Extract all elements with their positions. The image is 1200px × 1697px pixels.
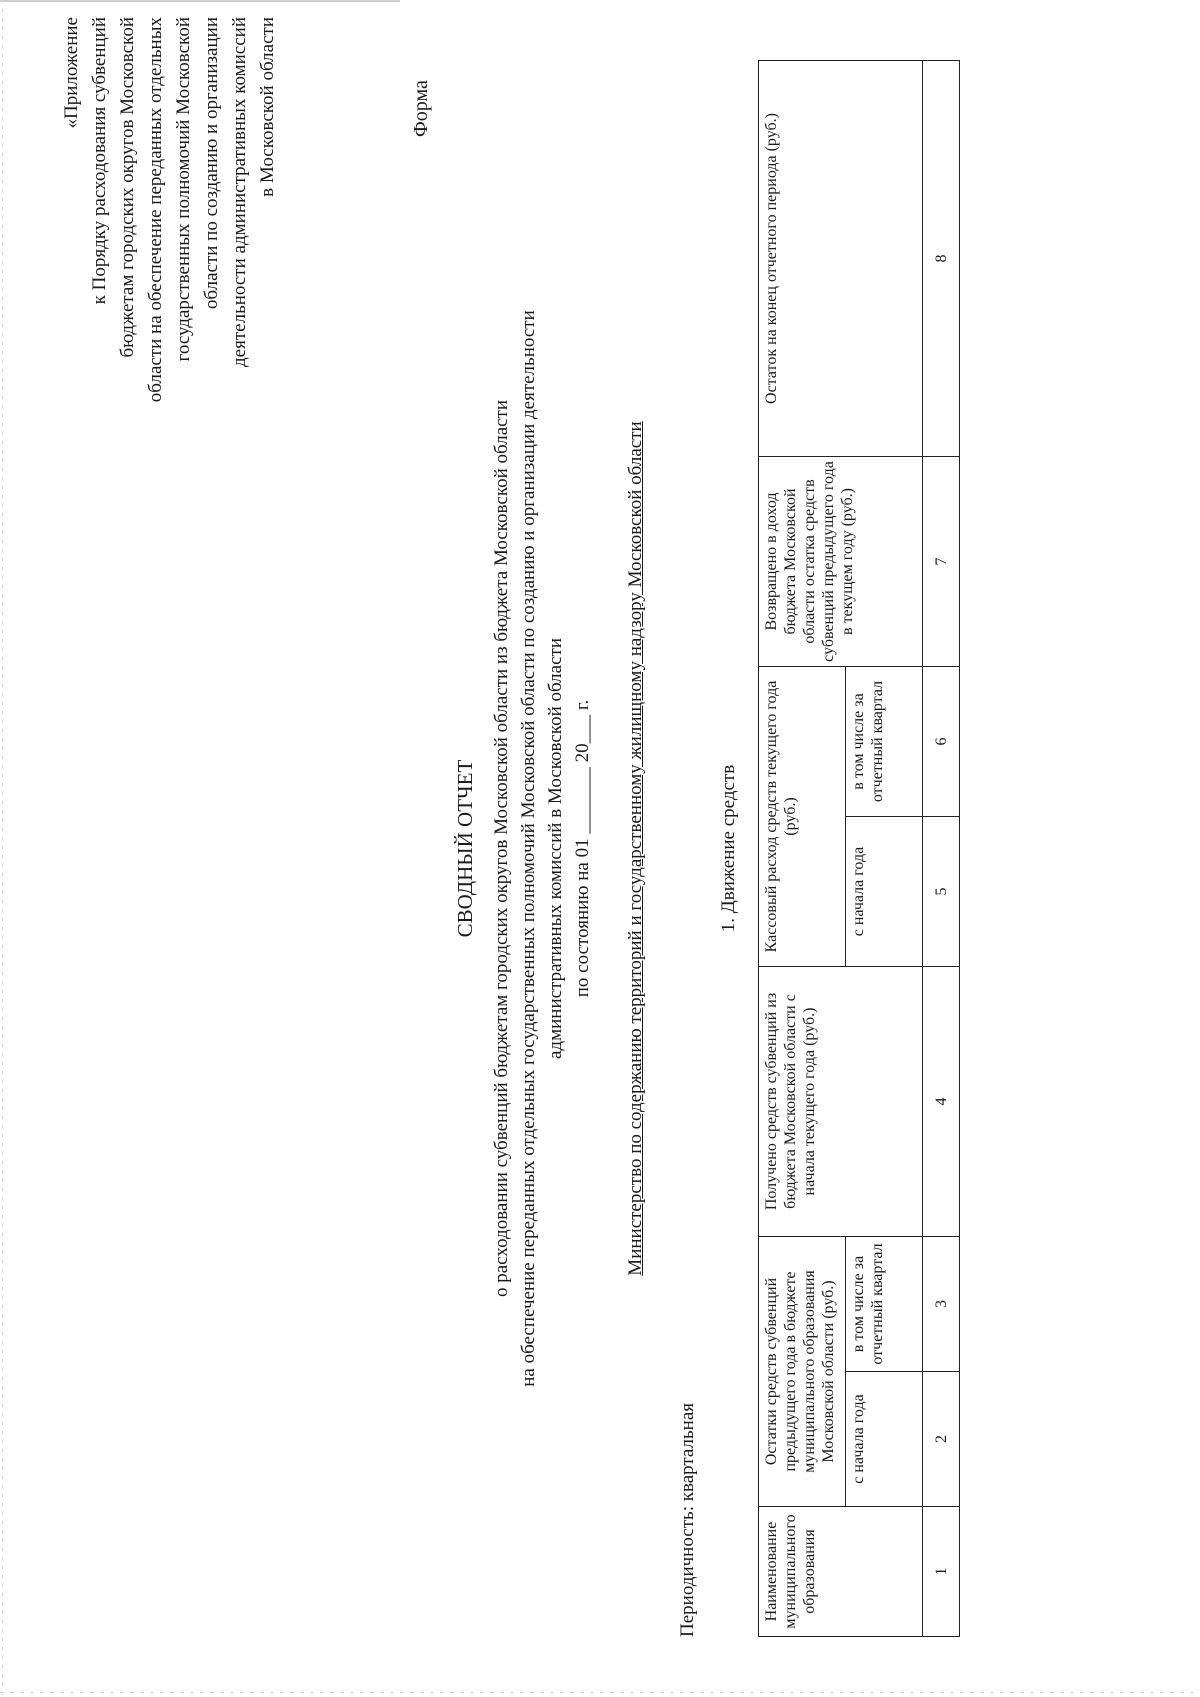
header-received: Получено средств субвенций из бюджета Московской области с начала текущего года (руб.) bbox=[759, 967, 923, 1237]
header-cash-expense: Кассовый расход средств текущего года (руб.) bbox=[759, 667, 846, 967]
appendix-line: «Приложение bbox=[61, 17, 82, 129]
report-subtitle bbox=[488, 40, 596, 1657]
subheader-incl-quarter: в том числе за отчетный квартал bbox=[846, 667, 923, 817]
appendix-line: бюджетам городских округов Московской bbox=[117, 17, 138, 358]
appendix-line: в Московской области bbox=[257, 17, 278, 197]
report-title: СВОДНЫЙ ОТЧЕТ bbox=[453, 759, 477, 938]
appendix-block bbox=[58, 17, 282, 537]
subtitle-line: административных комиссий в Московской области bbox=[545, 638, 566, 1060]
header-returned: Возвращено в доход бюджета Московской области остатка средств субвенций предыдущего года в текущем году (руб.) bbox=[759, 457, 923, 667]
section-heading: 1. Движение средств bbox=[718, 764, 739, 933]
column-number: 6 bbox=[923, 667, 960, 817]
subheader-incl-quarter: в том числе за отчетный квартал bbox=[846, 1237, 923, 1372]
subheader-from-year-start: с начала года bbox=[846, 1372, 923, 1507]
column-number: 1 bbox=[923, 1507, 960, 1637]
appendix-line: к Порядку расходования субвенций bbox=[89, 17, 110, 305]
appendix-line: деятельности административных комиссий bbox=[229, 17, 250, 367]
appendix-line: области на обеспечение переданных отдельных bbox=[145, 17, 166, 403]
appendix-line: государственных полномочий Московской bbox=[173, 17, 194, 362]
periodicity: Периодичность: квартальная bbox=[677, 1403, 698, 1637]
form-label: Форма bbox=[410, 80, 432, 137]
appendix-line: области по созданию и организации bbox=[201, 17, 222, 310]
subheader-from-year-start: с начала года bbox=[846, 817, 923, 967]
header-balances: Остатки средств субвенций предыдущего года в бюджете муниципального образования Московской области (руб.) bbox=[759, 1237, 846, 1507]
column-number: 2 bbox=[923, 1372, 960, 1507]
table-header-row bbox=[759, 61, 846, 1637]
column-number: 7 bbox=[923, 457, 960, 667]
funds-movement-table bbox=[758, 60, 960, 1637]
column-number: 5 bbox=[923, 817, 960, 967]
header-municipality: Наименование муниципального образования bbox=[759, 1507, 923, 1637]
column-number: 8 bbox=[923, 61, 960, 457]
subtitle-line: на обеспечение переданных отдельных государственных полномочий Московской области по созданию и организации деятельности bbox=[518, 310, 539, 1387]
column-number-row bbox=[923, 61, 960, 1637]
subtitle-line: о расходовании субвенций бюджетам городских округов Московской области из бюджета Московской области bbox=[491, 399, 512, 1298]
column-number: 4 bbox=[923, 967, 960, 1237]
subtitle-line: по состоянию на 01 _______ 20___ г. bbox=[572, 699, 593, 998]
column-number: 3 bbox=[923, 1237, 960, 1372]
ministry-name: Министерство по содержанию территорий и государственному жилищному надзору Московской области bbox=[625, 421, 646, 1276]
header-remainder: Остаток на конец отчетного периода (руб.) bbox=[759, 61, 923, 457]
